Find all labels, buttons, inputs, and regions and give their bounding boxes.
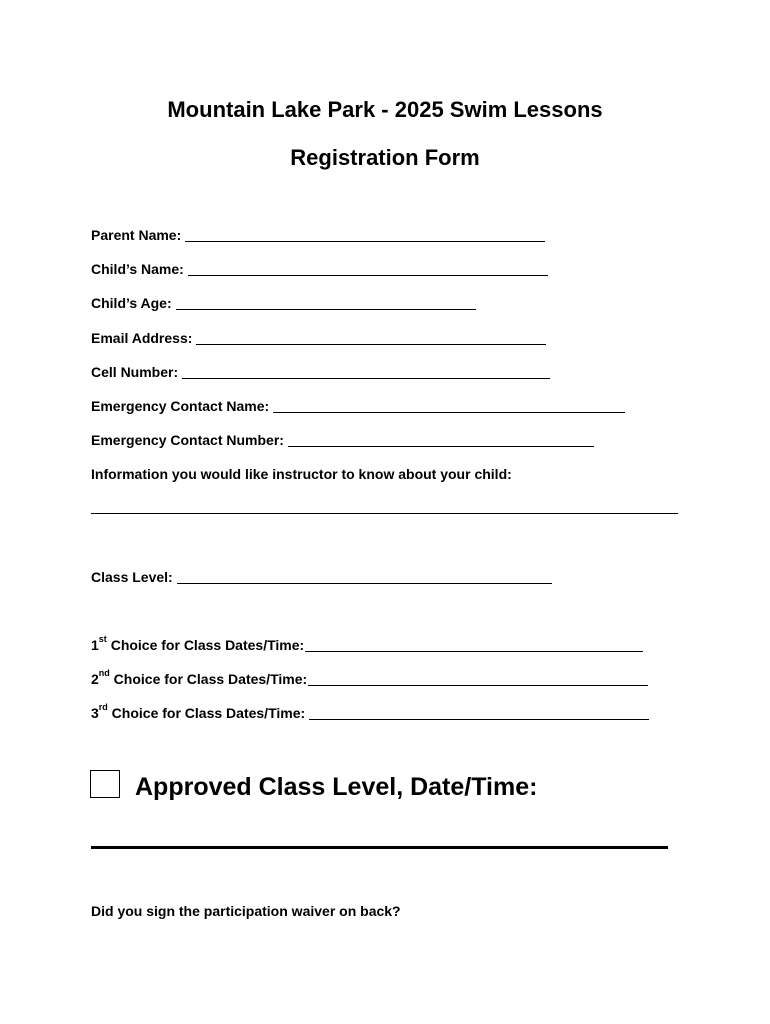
email-line[interactable]: [196, 344, 546, 345]
emergency-contact-number-field: [91, 432, 594, 448]
third-choice-line[interactable]: [309, 719, 649, 720]
parent-name-label: Parent Name:: [91, 227, 182, 243]
childs-age-field: [91, 295, 476, 311]
parent-name-line[interactable]: [185, 241, 545, 242]
childs-name-field: [91, 261, 548, 277]
childs-name-label: Child’s Name:: [91, 261, 184, 277]
instructor-info-line[interactable]: [91, 513, 678, 514]
second-choice-field: [91, 668, 648, 687]
emergency-contact-name-line[interactable]: [273, 412, 625, 413]
waiver-question: Did you sign the participation waiver on back?: [91, 903, 401, 919]
second-choice-line[interactable]: [308, 685, 648, 686]
form-title: Mountain Lake Park - 2025 Swim Lessons: [167, 97, 603, 122]
approved-checkbox[interactable]: [90, 770, 120, 798]
first-choice-label: 1st Choice for Class Dates/Time:: [91, 634, 305, 653]
third-choice-field: [91, 702, 649, 721]
approved-label: Approved Class Level, Date/Time:: [135, 773, 538, 801]
class-level-line[interactable]: [177, 583, 552, 584]
childs-age-label: Child’s Age:: [91, 295, 172, 311]
second-choice-label: 2nd Choice for Class Dates/Time:: [91, 668, 308, 687]
childs-name-line[interactable]: [188, 275, 548, 276]
instructor-info-label: Information you would like instructor to know about your child:: [91, 466, 512, 482]
childs-age-line[interactable]: [176, 309, 476, 310]
approved-line[interactable]: [91, 846, 668, 849]
third-choice-label: 3rd Choice for Class Dates/Time:: [91, 702, 306, 721]
first-choice-field: [91, 634, 643, 653]
cell-number-label: Cell Number:: [91, 364, 179, 380]
emergency-contact-name-field: [91, 398, 625, 414]
emergency-contact-number-label: Emergency Contact Number:: [91, 432, 284, 448]
cell-number-line[interactable]: [182, 378, 550, 379]
class-level-label: Class Level:: [91, 569, 173, 585]
first-choice-line[interactable]: [305, 651, 643, 652]
form-subtitle: Registration Form: [290, 145, 480, 170]
parent-name-field: [91, 227, 545, 243]
email-field: [91, 330, 546, 346]
class-level-field: [91, 569, 552, 585]
instructor-info-field: [91, 466, 512, 482]
cell-number-field: [91, 364, 550, 380]
emergency-contact-number-line[interactable]: [288, 446, 594, 447]
emergency-contact-name-label: Emergency Contact Name:: [91, 398, 270, 414]
email-label: Email Address:: [91, 330, 193, 346]
